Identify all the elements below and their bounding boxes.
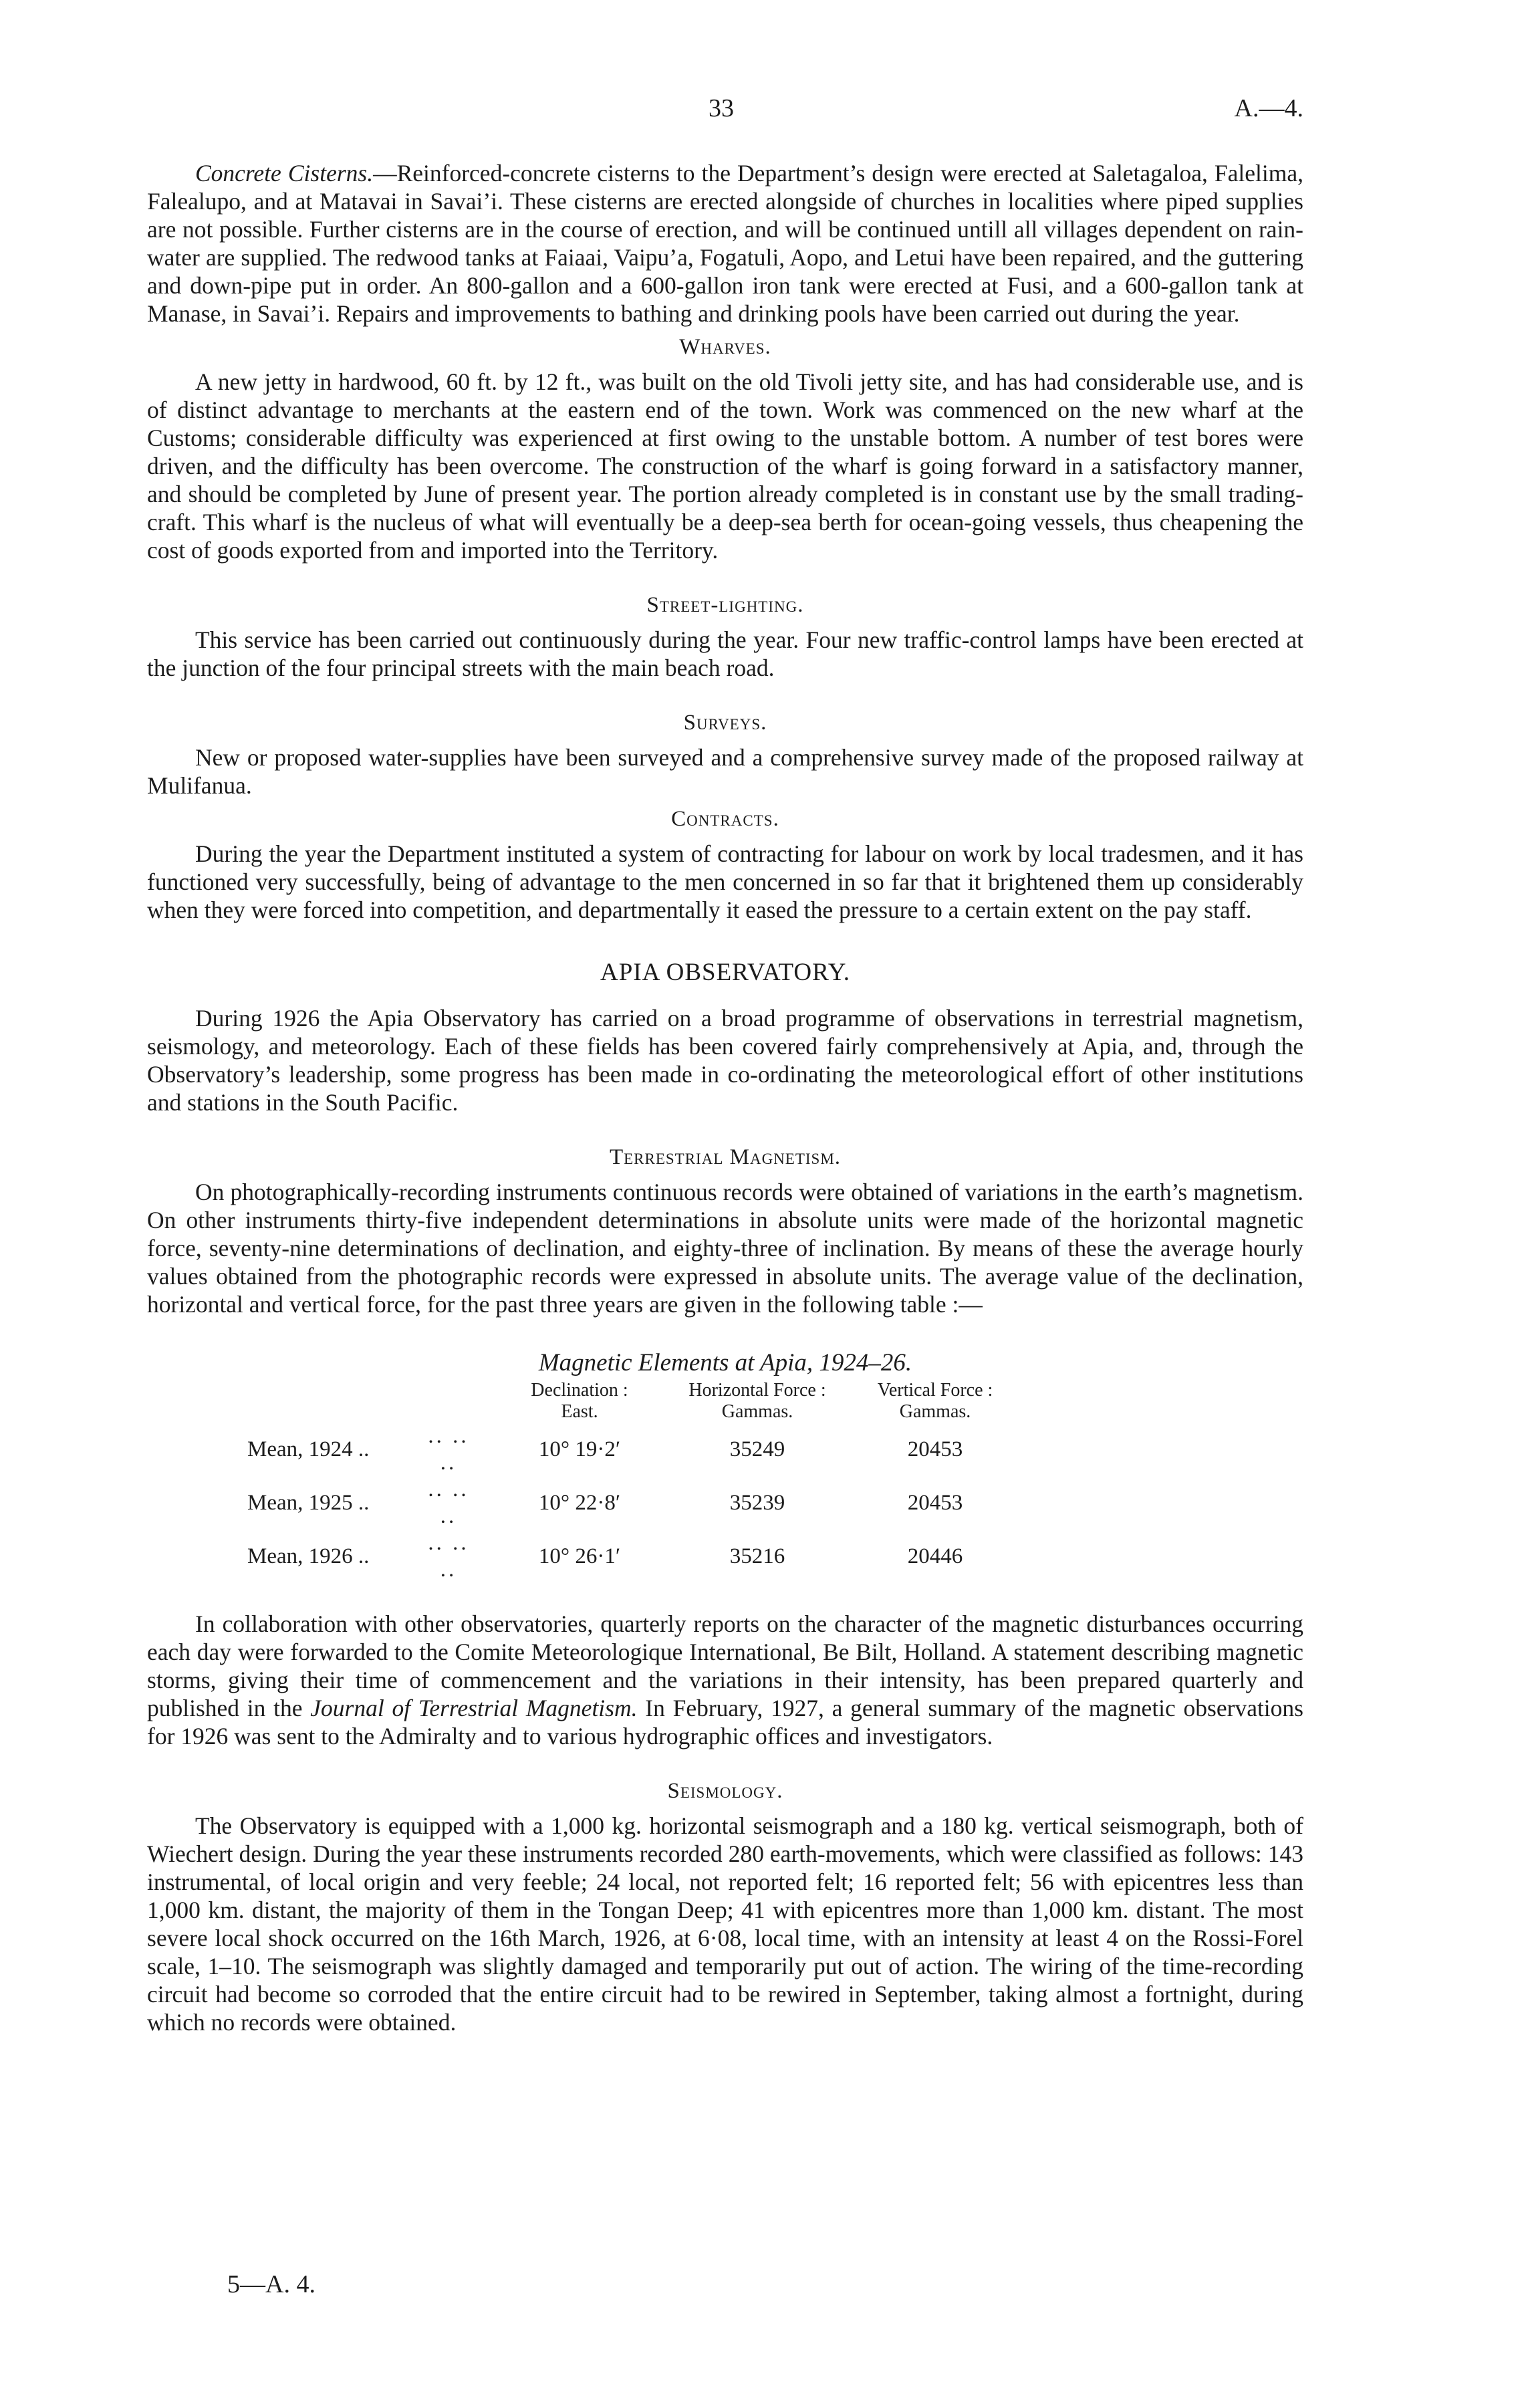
cisterns-lead: Concrete Cisterns. (195, 160, 374, 187)
surveys-heading: Surveys. (683, 711, 767, 735)
observatory-heading: APIA OBSERVATORY. (600, 959, 850, 986)
cisterns-text: —Reinforced-concrete cisterns to the Department’s design were erected at Saletagaloa, Falelima, Falealupo, and at Matavai in Savai’i. These cisterns are erected alongside of churches in localities where piped supplies are not possible. Further cisterns are in the course of erection, and will be continued untill all villages dependent on rain-water are supplied. The redwood tanks at Faiaai, Vaipu’a, Fogatuli, Aopo, and Letui have been repaired, and the guttering and down-pipe put in order. An 800-gallon and a 600-gallon iron tank were erected at Fusi, and a 600-gallon tank at Manase, in Savai’i. Repairs and improvements to bathing and drinking pools have been carried out during the year. (147, 160, 1303, 327)
street-lighting-heading: Street-lighting. (646, 593, 804, 617)
page-number: 33 (709, 94, 734, 122)
table-row (247, 1423, 1024, 1476)
horizontal-force-cell: 35216 (729, 1544, 785, 1568)
row-label: Mean, 1925 .. (247, 1491, 370, 1515)
column-header: Vertical Force : Gammas. (877, 1380, 993, 1422)
magnetism-heading: Terrestrial Magnetism. (609, 1145, 842, 1169)
contracts-heading: Contracts. (671, 807, 779, 831)
collaboration-paragraph: In collaboration with other observatories, quarterly reports on the character of the magnetic disturbances occurring each day were forwarded to the Comite Meteorologique International, Be Bilt, Holland. A statement describing magnetic storms, giving their time of commencement and the variations in their intensity, has been prepared quarterly and published in the Journal of Terrestrial Magnetism. In February, 1927, a general summary of the magnetic observations for 1926 was sent to the Admiralty and to various hydrographic offices and investigators. (147, 1610, 1303, 1750)
street-lighting-paragraph: This service has been carried out continuously during the year. Four new traffic-control lamps have been erected at the junction of the four principal streets with the main beach road. (147, 626, 1303, 681)
page-footer-signature: 5—A. 4. (227, 2270, 315, 2298)
declination-cell: 10° 22·8′ (538, 1491, 621, 1515)
vertical-force-cell: 20453 (907, 1437, 963, 1461)
surveys-paragraph: New or proposed water-supplies have been surveyed and a comprehensive survey made of the proposed railway at Mulifanua. (147, 744, 1303, 799)
table-header-row (247, 1380, 1024, 1423)
horizontal-force-cell: 35239 (729, 1491, 785, 1515)
wharves-heading: Wharves. (679, 335, 771, 359)
seismology-paragraph: The Observatory is equipped with a 1,000 kg. horizontal seismograph and a 180 kg. vertical seismograph, both of Wiechert design. During the year these instruments recorded 280 earth-movements, which were classified as follows: 143 instrumental, of local origin and very feeble; 24 local, not reported felt; 16 reported felt; 56 with epicentres less than 1,000 km. distant, the majority of them in the Tongan Deep; 41 with epicentres more than 1,000 km. distant. The most severe local shock occurred on the 16th March, 1926, at 6·08, local time, with an intensity at least 4 on the Rossi-Forel scale, 1–10. The seismograph was slightly damaged and temporarily put out of action. The wiring of the time-recording circuit had become so corroded that the entire circuit had to be rewired in September, taking almost a fortnight, during which no records were obtained. (147, 1812, 1303, 2036)
magnetic-elements-table (247, 1380, 1024, 1583)
page-content (147, 159, 1303, 2036)
journal-title: Journal of Terrestrial Magnetism. (310, 1695, 638, 1721)
table-row (247, 1530, 1024, 1583)
column-header: Horizontal Force : Gammas. (688, 1380, 826, 1422)
magnetism-paragraph: On photographically-recording instruments continuous records were obtained of variations in the earth’s magnetism. On other instruments thirty-five independent determinations in absolute units were made of the horizontal magnetic force, seventy-nine determinations of declination, and eighty-three of inclination. By means of these the average hourly values obtained from the photographic records were expressed in absolute units. The average value of the declination, horizontal and vertical force, for the past three years are given in the following table :— (147, 1179, 1303, 1318)
wharves-paragraph: A new jetty in hardwood, 60 ft. by 12 ft., was built on the old Tivoli jetty site, and has had considerable use, and is of distinct advantage to merchants at the eastern end of the town. Work was commenced on the new wharf at the Customs; considerable difficulty was experienced at first owing to the unstable bottom. A number of test bores were driven, and the difficulty has been overcome. The construction of the wharf is going forward in a satisfactory manner, and should be completed by June of present year. The portion already completed is in constant use by the small trading-craft. This wharf is the nucleus of what will eventually be a deep-sea berth for ocean-going vessels, thus cheapening the cost of goods exported from and imported into the Territory. (147, 368, 1303, 564)
dot-leader: .. .. .. (428, 1477, 469, 1528)
page-header (147, 94, 1303, 134)
observatory-paragraph: During 1926 the Apia Observatory has carried on a broad programme of observations in terrestrial magnetism, seismology, and meteorology. Each of these fields has been covered fairly comprehensively at Apia, and, through the Observatory’s leadership, some progress has been made in co-ordinating the meteorological effort of other institutions and stations in the South Pacific. (147, 1005, 1303, 1116)
horizontal-force-cell: 35249 (729, 1437, 785, 1461)
cisterns-paragraph (147, 159, 1303, 328)
vertical-force-cell: 20453 (907, 1491, 963, 1515)
row-label: Mean, 1926 .. (247, 1544, 370, 1568)
column-header: Declination : East. (531, 1380, 628, 1422)
declination-cell: 10° 19·2′ (538, 1437, 621, 1461)
table-title: Magnetic Elements at Apia, 1924–26. (538, 1349, 912, 1376)
document-reference: A.—4. (1234, 94, 1303, 122)
magnetic-elements-table-block (147, 1349, 1303, 1583)
row-label: Mean, 1924 .. (247, 1437, 370, 1461)
seismology-heading: Seismology. (667, 1779, 783, 1803)
dot-leader: .. .. .. (428, 1531, 469, 1582)
dot-leader: .. .. .. (428, 1424, 469, 1475)
vertical-force-cell: 20446 (907, 1544, 963, 1568)
table-row (247, 1476, 1024, 1530)
contracts-paragraph: During the year the Department instituted a system of contracting for labour on work by local tradesmen, and it has functioned very successfully, being of advantage to the men concerned in so far that it brightened them up considerably when they were forced into competition, and departmentally it eased the pressure to a certain extent on the pay staff. (147, 840, 1303, 923)
declination-cell: 10° 26·1′ (538, 1544, 621, 1568)
